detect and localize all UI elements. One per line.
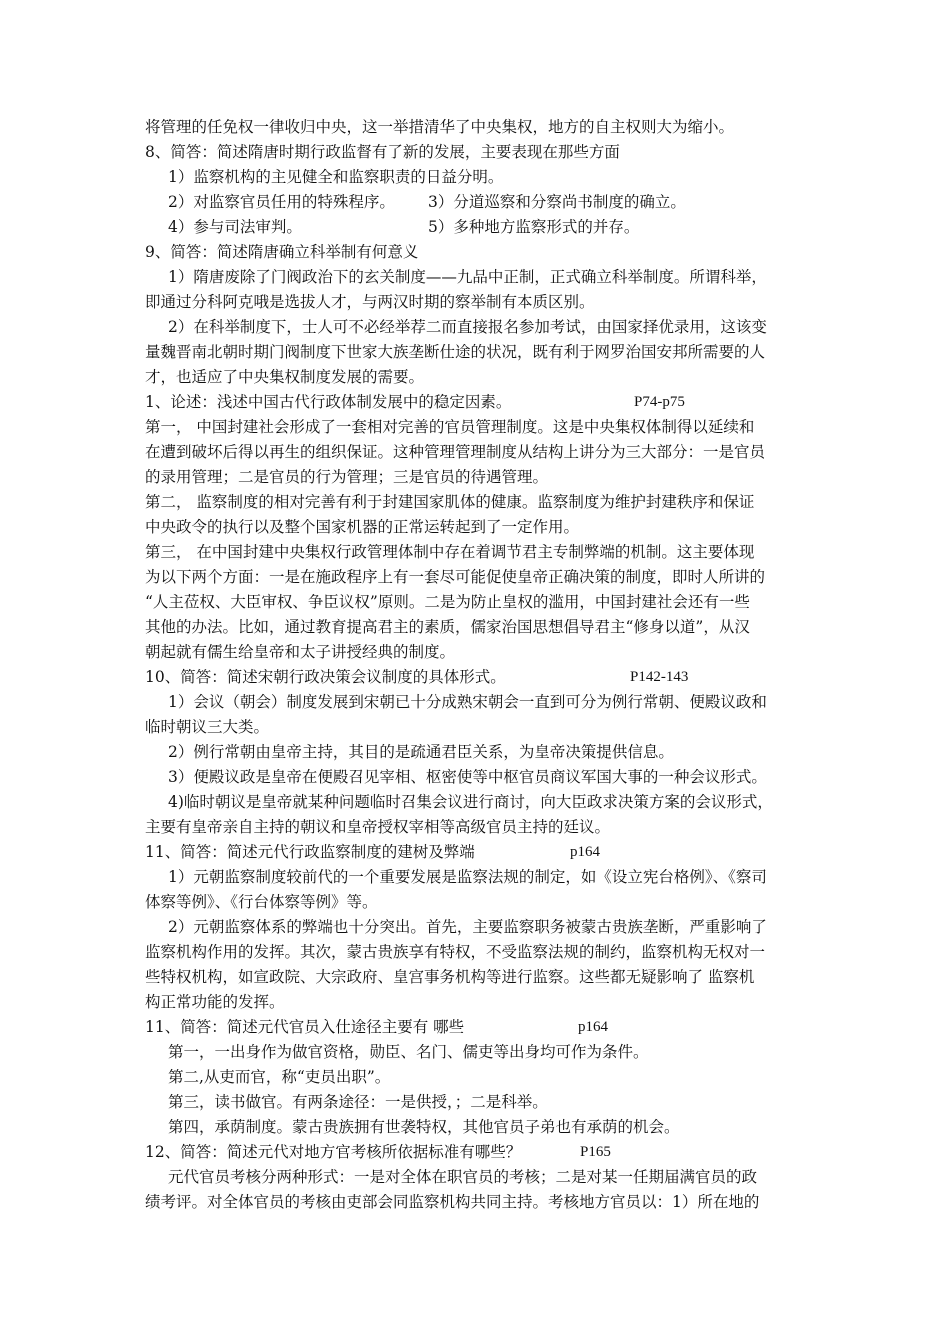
text-line: 在遭到破坏后得以再生的组织保证。这种管理管理制度从结构上讲分为三大部分：一是官员 xyxy=(145,443,766,461)
text-line: 体察等例》、《行台体察等例》等。 xyxy=(145,893,378,911)
text-line: 监察机构作用的发挥。其次，蒙古贵族享有特权，不受监察法规的制约，监察机构无权对一 xyxy=(145,943,766,961)
text-line: 其他的办法。比如，通过教育提高君主的素质，儒家治国思想倡导君主“修身以道”，从汉 xyxy=(145,618,750,636)
text-line: 2）对监察官员任用的特殊程序。 xyxy=(168,193,395,211)
page-reference: p164 xyxy=(578,1019,608,1035)
text-line: 2）在科举制度下，士人可不必经举荐二而直接报名参加考试，由国家择优录用，这该变 xyxy=(168,318,767,336)
question-heading: 8、简答：简述隋唐时期行政监督有了新的发展，主要表现在那些方面 xyxy=(145,143,620,161)
text-line: 朝起就有儒生给皇帝和太子讲授经典的制度。 xyxy=(145,643,456,661)
text-line: 1）隋唐废除了门阀政治下的玄关制度——九品中正制，正式确立科举制度。所谓科举， xyxy=(168,268,767,286)
text-line: 3）便殿议政是皇帝在便殿召见宰相、枢密使等中枢官员商议军国大事的一种会议形式。 xyxy=(168,768,767,786)
text-line-column-2: 3）分道巡察和分察尚书制度的确立。 xyxy=(428,193,686,211)
text-line: 绩考评。对全体官员的考核由吏部会同监察机构共同主持。考核地方官员以：1）所在地的 xyxy=(145,1193,760,1211)
page-reference: P165 xyxy=(580,1144,611,1160)
text-line: 第三， 在中国封建中央集权行政管理体制中存在着调节君主专制弊端的机制。这主要体现 xyxy=(145,543,755,561)
question-heading: 11、简答：简述元代行政监察制度的建树及弊端 xyxy=(145,843,475,861)
text-line: 第一，一出身作为做官资格，勋臣、名门、儒吏等出身均可作为条件。 xyxy=(168,1043,649,1061)
text-line: 第二， 监察制度的相对完善有利于封建国家肌体的健康。监察制度为维护封建秩序和保证 xyxy=(145,493,755,511)
question-heading: 9、简答：简述隋唐确立科举制有何意义 xyxy=(145,243,419,261)
text-line: 4)临时朝议是皇帝就某种问题临时召集会议进行商讨，向大臣政求决策方案的会议形式， xyxy=(168,793,773,811)
text-line: 元代官员考核分两种形式：一是对全体在职官员的考核；二是对某一任期届满官员的政 xyxy=(168,1168,758,1186)
text-line: 为以下两个方面：一是在施政程序上有一套尽可能促使皇帝正确决策的制度，即时人所讲的 xyxy=(145,568,766,586)
text-line: “人主莅权、大臣审权、争臣议权”原则。二是为防止皇权的滥用，中国封建社会还有一些 xyxy=(145,593,750,611)
text-line: 2）例行常朝由皇帝主持，其目的是疏通君臣关系，为皇帝决策提供信息。 xyxy=(168,743,674,761)
text-line: 量魏晋南北朝时期门阀制度下世家大族垄断仕途的状况，既有利于网罗治国安邦所需要的人 xyxy=(145,343,766,361)
text-line: 2）元朝监察体系的弊端也十分突出。首先，主要监察职务被蒙古贵族垄断，严重影响了 xyxy=(168,918,767,936)
text-line: 构正常功能的发挥。 xyxy=(145,993,285,1011)
text-line: 第四，承荫制度。蒙古贵族拥有世袭特权，其他官员子弟也有承荫的机会。 xyxy=(168,1118,680,1136)
text-line: 第一， 中国封建社会形成了一套相对完善的官员管理制度。这是中央集权体制得以延续和 xyxy=(145,418,755,436)
text-line: 1）会议（朝会）制度发展到宋朝已十分成熟宋朝会一直到可分为例行常朝、便殿议政和 xyxy=(168,693,767,711)
question-heading: 1、论述：浅述中国古代行政体制发展中的稳定因素。 xyxy=(145,393,512,411)
text-line: 1）监察机构的主见健全和监察职责的日益分明。 xyxy=(168,168,504,186)
page-reference: p164 xyxy=(570,844,600,860)
text-line: 1）元朝监察制度较前代的一个重要发展是监察法规的制定，如《设立宪台格例》、《察司 xyxy=(168,868,767,886)
text-line: 4）参与司法审判。 xyxy=(168,218,302,236)
text-line: 第三，读书做官。有两条途径：一是供授，；二是科举。 xyxy=(168,1093,548,1111)
text-line-column-2: 5）多种地方监察形式的并存。 xyxy=(428,218,640,236)
text-line: 的录用管理；二是官员的行为管理；三是官员的待遇管理。 xyxy=(145,468,549,486)
question-heading: 12、简答：简述元代对地方官考核所依据标准有哪些？ xyxy=(145,1143,522,1161)
text-line: 第二,从吏而官，称“吏员出职”。 xyxy=(168,1068,391,1086)
text-line: 些特权机构，如宣政院、大宗政府、皇宫事务机构等进行监察。这些都无疑影响了 监察机 xyxy=(145,968,755,986)
page-reference: P142-143 xyxy=(630,669,689,685)
question-heading: 10、简答：简述宋朝行政决策会议制度的具体形式。 xyxy=(145,668,506,686)
text-line: 中央政令的执行以及整个国家机器的正常运转起到了一定作用。 xyxy=(145,518,580,536)
text-line: 主要有皇帝亲自主持的朝议和皇帝授权宰相等高级官员主持的廷议。 xyxy=(145,818,611,836)
text-line: 才，也适应了中央集权制度发展的需要。 xyxy=(145,368,425,386)
question-heading: 11、简答：简述元代官员入仕途径主要有 哪些 xyxy=(145,1018,465,1036)
text-line: 临时朝议三大类。 xyxy=(145,718,270,736)
text-line: 将管理的任免权一律收归中央，这一举措清华了中央集权，地方的自主权则大为缩小。 xyxy=(145,118,735,136)
text-line: 即通过分科阿克哦是选拔人才，与两汉时期的察举制有本质区别。 xyxy=(145,293,595,311)
page-reference: P74-p75 xyxy=(634,394,685,410)
